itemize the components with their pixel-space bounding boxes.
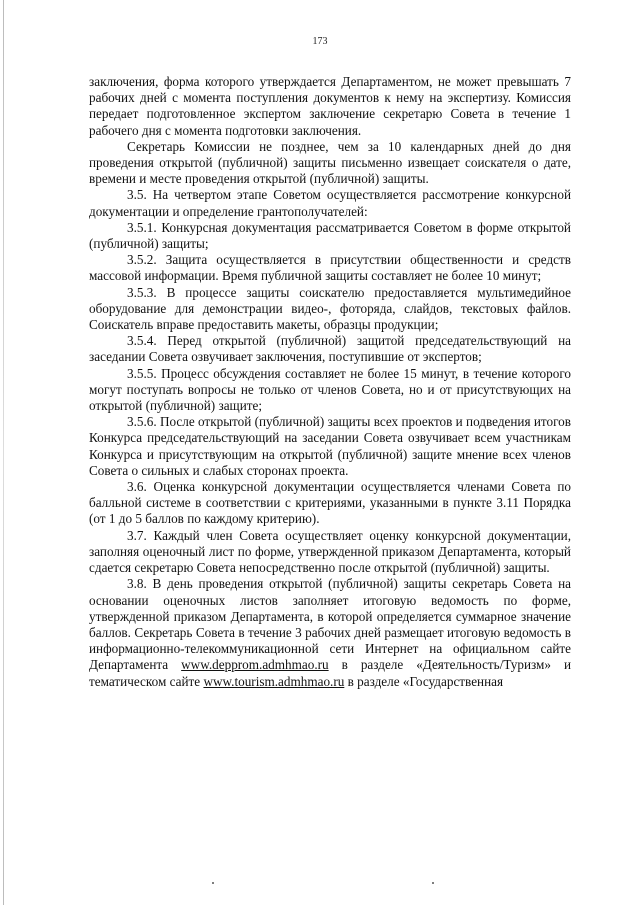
paragraph-3-5-3: 3.5.3. В процессе защиты соискателю предоставляется мультимедийное оборудование для демонстрации видео-, фоторяда, слайдов, текстовых файлов. Соискатель вправе предоставить макеты, образцы продукции;	[89, 284, 571, 333]
depprom-link[interactable]: www.depprom.admhmao.ru	[181, 657, 329, 673]
tourism-link[interactable]: www.tourism.admhmao.ru	[203, 673, 345, 689]
paragraph-3-5-1: 3.5.1. Конкурсная документация рассматривается Советом в форме открытой (публичной) защиты;	[89, 219, 571, 252]
scan-speck	[212, 882, 214, 884]
paragraph-3-5-6: 3.5.6. После открытой (публичной) защиты всех проектов и подведения итогов Конкурса председательствующий на заседании Совета озвучивает всем участникам Конкурса и присутствующим на открытой (публичной) защите мнение всех членов Совета о сильных и слабых сторонах проекта.	[89, 414, 571, 478]
paragraph-3-5-4: 3.5.4. Перед открытой (публичной) защитой председательствующий на заседании Совета озвучивает заключения, поступившие от экспертов;	[89, 333, 571, 365]
page-number: 173	[312, 36, 328, 47]
paragraph-3-5: 3.5. На четвертом этапе Советом осуществляется рассмотрение конкурсной документации и определение грантополучателей:	[89, 187, 571, 219]
paragraph-continuation: заключения, форма которого утверждается Департаментом, не может превышать 7 рабочих дней с момента поступления документов к нему на экспертизу. Комиссия передает подготовленное экспертом заключение секретарю Совета в течение 1 рабочего дня с момента подготовки заключения.	[89, 74, 571, 138]
paragraph-3-6: 3.6. Оценка конкурсной документации осуществляется членами Совета по балльной системе в соответствии с критериями, указанными в пункте 3.11 Порядка (от 1 до 5 баллов по каждому критерию).	[89, 479, 571, 527]
paragraph-secretary-notice: Секретарь Комиссии не позднее, чем за 10 календарных дней до дня проведения открытой (публичной) защиты письменно извещает соискателя о дате, времени и месте проведения открытой (публичной) защиты.	[89, 138, 571, 187]
paragraph-3-5-5: 3.5.5. Процесс обсуждения составляет не более 15 минут, в течение которого могут поступать вопросы не только от членов Совета, но и от присутствующих на открытой (публичной) защите;	[89, 365, 571, 414]
scan-speck	[432, 882, 434, 884]
document-body	[89, 74, 571, 690]
paragraph-3-8-text-2: в разделе «Деятельность/Туризм» и тематическом сайте	[89, 657, 572, 689]
paragraph-3-8-text-1: 3.8. В день проведения открытой (публичной) защиты секретарь Совета на основании оценочных листов заполняет итоговую ведомость по форме, утвержденной приказом Департамента, в которой определяется суммарное значение баллов. Секретарь Совета в течение 3 рабочих дней размещает итоговую ведомость в информационно-телекоммуникационной сети Интернет на официальном сайте Департамента	[89, 576, 571, 673]
paragraph-3-8-text-3: в разделе «Государственная	[347, 673, 504, 689]
paragraph-3-8	[89, 576, 571, 689]
paragraph-3-7: 3.7. Каждый член Совета осуществляет оценку конкурсной документации, заполняя оценочный лист по форме, утвержденной приказом Департамента, который сдается секретарю Совета непосредственно после открытой (публичной) защиты.	[89, 527, 571, 576]
paragraph-3-5-2: 3.5.2. Защита осуществляется в присутствии общественности и средств массовой информации. Время публичной защиты составляет не более 10 минут;	[89, 252, 571, 284]
scan-left-edge	[3, 0, 4, 905]
